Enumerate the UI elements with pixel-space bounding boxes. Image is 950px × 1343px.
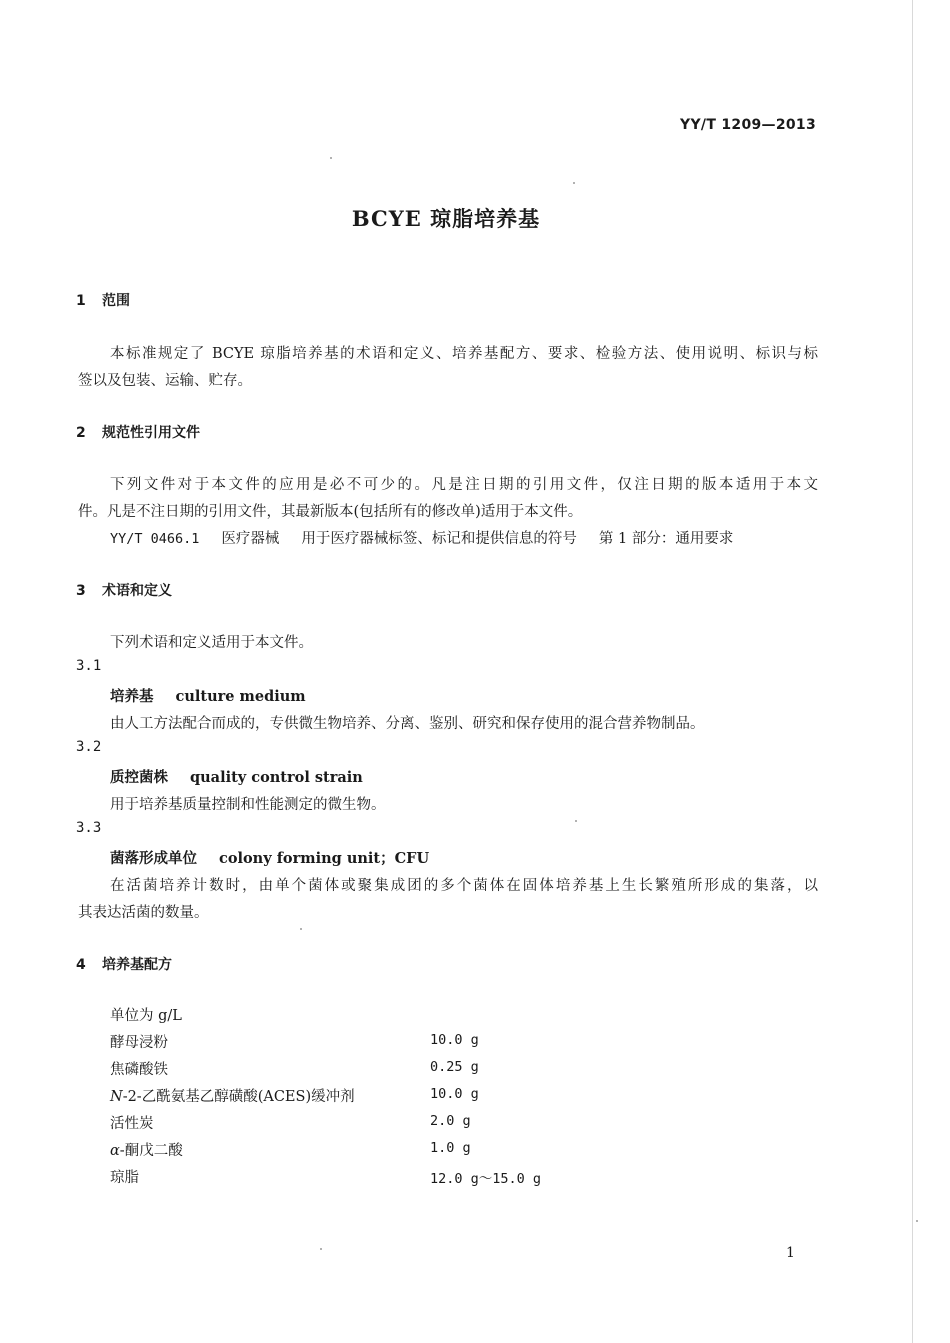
scan-speck <box>320 1248 322 1250</box>
ingredient-name-text: -2-乙酰氨基乙醇磺酸(ACES)缓冲剂 <box>122 1089 355 1105</box>
reference-title-part-2: 用于医疗器械标签、标记和提供信息的符号 <box>301 531 577 547</box>
term-number: 3.1 <box>76 658 102 674</box>
ingredient-name: 酵母浸粉 <box>110 1035 168 1051</box>
section-title: 范围 <box>102 293 130 309</box>
reference-title-part-1: 医疗器械 <box>221 531 280 547</box>
scan-speck <box>573 182 575 184</box>
term-heading <box>110 766 363 787</box>
section-title: 培养基配方 <box>102 957 172 973</box>
scan-edge-line <box>912 0 913 1343</box>
ingredient-amount: 10.0 g <box>430 1032 479 1048</box>
scan-speck <box>300 928 302 930</box>
ingredient-amount: 10.0 g <box>430 1086 479 1102</box>
unit-note: 单位为 g/L <box>110 1008 182 1024</box>
page-number: 1 <box>786 1245 795 1261</box>
ingredient-amount: 0.25 g <box>430 1059 479 1075</box>
term-definition-line-1: 在活菌培养计数时，由单个菌体或聚集成团的多个菌体在固体培养基上生长繁殖所形成的集落，以 <box>110 878 818 894</box>
ingredient-name: 活性炭 <box>110 1116 154 1132</box>
ingredient-amount: 2.0 g <box>430 1113 471 1129</box>
ingredient-amount: 1.0 g <box>430 1140 471 1156</box>
normative-reference <box>110 527 733 548</box>
scan-speck <box>916 1220 918 1222</box>
section-number: 3 <box>76 583 86 599</box>
section-title: 术语和定义 <box>102 583 172 599</box>
term-chinese: 菌落形成单位 <box>110 851 197 867</box>
section-number: 1 <box>76 293 86 309</box>
references-paragraph-line-2: 件。凡是不注日期的引用文件，其最新版本(包括所有的修改单)适用于本文件。 <box>78 504 583 520</box>
term-definition: 用于培养基质量控制和性能测定的微生物。 <box>110 797 386 813</box>
ingredient-name: 琼脂 <box>110 1170 139 1186</box>
term-english: colony forming unit；CFU <box>219 850 430 867</box>
references-paragraph-line-1: 下列文件对于本文件的应用是必不可少的。凡是注日期的引用文件，仅注日期的版本适用于本文 <box>110 477 818 493</box>
section-3-heading <box>76 580 172 600</box>
terms-intro: 下列术语和定义适用于本文件。 <box>110 635 313 651</box>
ingredient-amount: 12.0 g～15.0 g <box>430 1171 542 1187</box>
term-chinese: 培养基 <box>110 689 154 705</box>
scan-speck <box>330 157 332 159</box>
term-heading <box>110 847 429 868</box>
standard-code: YY/T 1209—2013 <box>680 117 816 133</box>
term-number: 3.3 <box>76 820 102 836</box>
ingredient-italic-prefix: N <box>110 1089 123 1105</box>
term-chinese: 质控菌株 <box>110 770 168 786</box>
section-number: 2 <box>76 425 86 441</box>
ingredient-name <box>110 1139 183 1160</box>
term-number: 3.2 <box>76 739 102 755</box>
section-4-heading <box>76 954 172 974</box>
term-definition: 由人工方法配合而成的，专供微生物培养、分离、鉴别、研究和保存使用的混合营养物制品。 <box>110 716 705 732</box>
section-2-heading <box>76 422 200 442</box>
term-heading <box>110 685 306 706</box>
section-title: 规范性引用文件 <box>102 425 200 441</box>
section-number: 4 <box>76 957 86 973</box>
term-definition-line-2: 其表达活菌的数量。 <box>78 905 209 921</box>
reference-code: YY/T 0466.1 <box>110 531 200 547</box>
term-english: quality control strain <box>190 769 363 786</box>
document-title: BCYE 琼脂培养基 <box>351 206 541 231</box>
reference-title-part-3: 第 1 部分：通用要求 <box>598 531 734 547</box>
scope-paragraph-line-2: 签以及包装、运输、贮存。 <box>78 373 252 389</box>
ingredient-italic-prefix: α <box>110 1143 120 1159</box>
scope-paragraph-line-1: 本标准规定了 BCYE 琼脂培养基的术语和定义、培养基配方、要求、检验方法、使用说明、标识与标 <box>110 346 818 362</box>
ingredient-name-text: -酮戊二酸 <box>119 1143 183 1159</box>
term-english: culture medium <box>175 688 306 705</box>
ingredient-name: 焦磷酸铁 <box>110 1062 168 1078</box>
ingredient-name <box>110 1085 355 1106</box>
section-1-heading <box>76 290 130 310</box>
scan-speck <box>575 820 577 822</box>
